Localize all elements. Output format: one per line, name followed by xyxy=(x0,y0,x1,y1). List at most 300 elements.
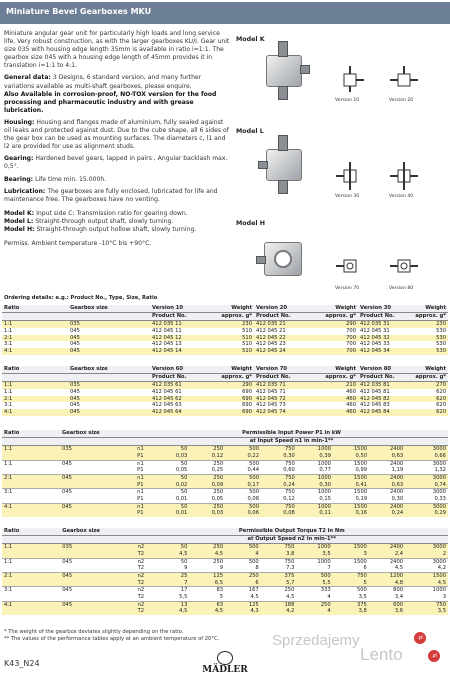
table-cell: 412 045 71 xyxy=(254,389,312,396)
version-30-label: Version 30 xyxy=(335,194,360,199)
table-cell: 4,5 xyxy=(261,594,297,601)
table-cell: 045 xyxy=(68,396,150,403)
bearing-label: Bearing: xyxy=(4,175,34,183)
table-cell: 412 045 24 xyxy=(254,348,312,355)
table-cell xyxy=(2,467,60,474)
table-cell: 510 xyxy=(202,328,254,335)
header-cell: Weight xyxy=(410,366,448,374)
table-cell: 500 xyxy=(225,544,261,551)
table-cell: 045 xyxy=(68,341,150,348)
table-cell: 4,5 xyxy=(369,565,405,572)
table-cell: 0,22 xyxy=(225,453,261,460)
table-cell: 1:1 xyxy=(2,389,68,396)
table-cell: 230 xyxy=(202,321,254,328)
header-cell: approx. g* xyxy=(202,374,254,382)
table-cell: 1,32 xyxy=(405,467,448,474)
table-cell: 375 xyxy=(261,572,297,579)
table-cell: 4,5 xyxy=(189,551,225,558)
table-cell: n1 xyxy=(135,474,162,481)
table-cell: 0,03 xyxy=(162,453,190,460)
table-row xyxy=(2,551,448,558)
table-cell: 045 xyxy=(60,489,135,496)
header-cell: Ratio xyxy=(2,305,68,313)
version-70-label: Version 70 xyxy=(335,286,360,291)
watermark-text: Lento xyxy=(360,645,403,664)
table-cell: 0,19 xyxy=(333,496,369,503)
table-cell: 1:1 xyxy=(2,328,68,335)
table-cell: 412 035 21 xyxy=(254,321,312,328)
table-row xyxy=(2,382,448,389)
table-cell xyxy=(60,594,135,601)
table-cell: 412 045 34 xyxy=(358,348,410,355)
table-cell: 045 xyxy=(60,460,135,467)
lubrication-text: The gearboxes are fully enclosed, lubricated for life and maintenance free. The gearboxes have no venting. xyxy=(4,187,218,203)
table-cell: 620 xyxy=(410,409,448,416)
table-cell: 412 045 32 xyxy=(358,335,410,342)
table-cell: 4,8 xyxy=(369,580,405,587)
header-cell: approx. g* xyxy=(312,313,358,321)
table-cell: 3000 xyxy=(405,489,448,496)
table-cell: 412 035 71 xyxy=(254,382,312,389)
header-cell: Product No. xyxy=(254,313,312,321)
table-cell: 412 045 64 xyxy=(150,409,202,416)
header-cell: Product No. xyxy=(254,374,312,382)
table-cell: 0,03 xyxy=(189,510,225,517)
table-cell: 412 045 82 xyxy=(358,396,410,403)
table-cell: 6 xyxy=(333,565,369,572)
table-row xyxy=(2,467,448,474)
table-cell: 2400 xyxy=(369,460,405,467)
ambient-temperature: Permiss. Ambient temperature -10°C bis +90°C. xyxy=(4,240,152,248)
logo-text: MÄDLER xyxy=(202,665,248,675)
table-cell: 412 045 62 xyxy=(150,396,202,403)
model-k-label: Model K: xyxy=(4,209,35,217)
table-subheader xyxy=(2,536,448,544)
model-h-text: Straight-through output hollow shaft, slowly turning. xyxy=(36,225,197,233)
bearing-paragraph xyxy=(4,176,232,184)
table-cell xyxy=(60,482,135,489)
table-cell: 7,3 xyxy=(261,565,297,572)
table-row xyxy=(2,335,448,342)
table-cell: 412 035 81 xyxy=(358,382,410,389)
header-cell: approx. g* xyxy=(410,313,448,321)
table-row xyxy=(2,328,448,335)
table-row xyxy=(2,503,448,510)
table-cell: 0,02 xyxy=(162,482,190,489)
table-cell: 50 xyxy=(162,558,189,565)
table-row xyxy=(2,460,448,467)
header-cell: Product No. xyxy=(150,374,202,382)
table-title-line1: Permissible Output Torque T2 in Nm xyxy=(238,528,345,534)
table-cell: 3:1 xyxy=(2,489,60,496)
table-cell: 250 xyxy=(225,572,261,579)
table-cell: 530 xyxy=(410,341,448,348)
table-cell: 290 xyxy=(312,321,358,328)
table-cell: 045 xyxy=(68,389,150,396)
table-cell: 375 xyxy=(333,601,369,608)
table-cell: 460 xyxy=(312,409,358,416)
table-cell: 3:1 xyxy=(2,587,60,594)
table-cell: 2400 xyxy=(369,474,405,481)
table-cell xyxy=(60,565,135,572)
table-cell: 690 xyxy=(202,396,254,403)
table-cell: 25 xyxy=(162,572,189,579)
table-cell: 0,24 xyxy=(261,482,297,489)
table-cell: 0,06 xyxy=(225,510,261,517)
table-cell: 6,5 xyxy=(189,580,225,587)
table-cell: 2,4 xyxy=(369,551,405,558)
table-cell: 5,5 xyxy=(162,594,189,601)
table-cell: 5 xyxy=(333,580,369,587)
version-30-sketch xyxy=(335,161,365,191)
table-cell xyxy=(2,565,60,572)
table-cell: 3000 xyxy=(405,460,448,467)
table-cell xyxy=(60,467,135,474)
table-cell: n2 xyxy=(136,572,163,579)
table-row xyxy=(2,396,448,403)
table-cell: 3000 xyxy=(405,544,448,551)
lubrication-paragraph xyxy=(4,188,232,204)
table-cell: 1000 xyxy=(296,558,332,565)
table-cell: 3,4 xyxy=(369,594,405,601)
table-cell: 0,30 xyxy=(369,496,405,503)
table-cell: 3 xyxy=(333,551,369,558)
table-cell: 3,5 xyxy=(405,608,448,615)
table-cell: 0,99 xyxy=(333,467,369,474)
table-cell: 1500 xyxy=(333,544,369,551)
model-h-title: Model H xyxy=(236,220,265,227)
table-cell: 2400 xyxy=(369,558,405,565)
table-cell: 500 xyxy=(333,587,369,594)
table-cell: 412 035 11 xyxy=(150,321,202,328)
table-cell: 0,50 xyxy=(333,453,369,460)
table-cell: 6 xyxy=(225,580,261,587)
table-cell: 1500 xyxy=(333,474,369,481)
table-cell: 500 xyxy=(225,446,261,453)
table-row xyxy=(2,496,448,503)
table-cell: 460 xyxy=(312,396,358,403)
page-code: K43_N24 xyxy=(4,659,40,668)
table-cell: 1000 xyxy=(297,489,333,496)
table-cell: 1000 xyxy=(297,503,333,510)
table-cell: 50 xyxy=(162,460,190,467)
table-cell: 750 xyxy=(261,544,297,551)
table-cell: 530 xyxy=(410,335,448,342)
table-cell: 620 xyxy=(410,396,448,403)
table-cell: n1 xyxy=(135,503,162,510)
corrosion-proof-text: Also Available in corrosion-proof, NO-TOX version for the food processing and pharmaceutic industry and with grease lubrication. xyxy=(4,90,217,114)
table-cell: 0,24 xyxy=(369,510,405,517)
header-cell: Version 70 xyxy=(254,366,312,374)
table-subheader xyxy=(2,438,448,446)
intro-text xyxy=(4,30,232,252)
table-cell: 3000 xyxy=(405,503,448,510)
table-cell: 4:1 xyxy=(2,601,60,608)
header-cell: Ratio xyxy=(2,430,60,438)
table-cell: 045 xyxy=(68,335,150,342)
table-cell: 3:1 xyxy=(2,402,68,409)
table-cell: 412 045 81 xyxy=(358,389,410,396)
table-cell: 620 xyxy=(410,402,448,409)
table-cell: 250 xyxy=(261,587,297,594)
table-cell: 750 xyxy=(261,446,297,453)
table-cell xyxy=(2,482,60,489)
table-cell: 1,19 xyxy=(369,467,405,474)
table-cell: 4,2 xyxy=(405,565,448,572)
table-cell: 3000 xyxy=(405,474,448,481)
table-title xyxy=(135,430,448,438)
table-cell: T2 xyxy=(136,565,163,572)
table-cell: 700 xyxy=(312,348,358,355)
footnotes xyxy=(4,629,219,643)
table-row xyxy=(2,409,448,416)
table-cell: 412 045 84 xyxy=(358,409,410,416)
header-cell: Weight xyxy=(202,305,254,313)
table-cell xyxy=(60,510,135,517)
table-cell: 3,6 xyxy=(369,608,405,615)
table-cell: 1:1 xyxy=(2,460,60,467)
table-cell: 4,5 xyxy=(162,551,189,558)
table-row xyxy=(2,601,448,608)
table-cell: n2 xyxy=(136,558,163,565)
table-cell: 50 xyxy=(162,446,190,453)
table-cell: 045 xyxy=(68,348,150,355)
table-cell: 2400 xyxy=(369,446,405,453)
header-cell: Weight xyxy=(312,305,358,313)
table-title-line2: at Output Speed n2 in min-1** xyxy=(136,536,448,544)
table-cell: 0,05 xyxy=(162,467,190,474)
ordering-details: Ordering details: e.g.: Product No., Type, Size, Ratio xyxy=(4,295,158,301)
table-row xyxy=(2,446,448,453)
table-cell: 188 xyxy=(261,601,297,608)
table-cell: 0,60 xyxy=(261,467,297,474)
table-cell: 333 xyxy=(296,587,332,594)
housing-label: Housing: xyxy=(4,118,35,126)
page-title: Miniature Bevel Gearboxes MKU xyxy=(6,7,152,16)
version-20-label: Version 20 xyxy=(389,98,414,103)
table-row xyxy=(2,341,448,348)
table-cell: 035 xyxy=(60,544,135,551)
table-cell xyxy=(2,551,60,558)
table-cell: 2:1 xyxy=(2,335,68,342)
table-cell: 17 xyxy=(162,587,189,594)
table-cell: 690 xyxy=(202,389,254,396)
model-l-label: Model L: xyxy=(4,217,34,225)
table-cell: 690 xyxy=(202,402,254,409)
table-title-line1: Permissible Input Power P1 in kW xyxy=(242,430,341,436)
table-cell xyxy=(2,496,60,503)
table-cell: 250 xyxy=(189,503,225,510)
table-cell xyxy=(2,608,60,615)
table-cell: 0,08 xyxy=(261,510,297,517)
version-80-label: Version 80 xyxy=(389,286,414,291)
table-cell: 2:1 xyxy=(2,474,60,481)
table-cell: 035 xyxy=(68,382,150,389)
table-cell: 500 xyxy=(225,489,261,496)
table-header xyxy=(2,366,448,374)
table-cell: 045 xyxy=(68,328,150,335)
table-row xyxy=(2,544,448,551)
table-cell: 2:1 xyxy=(2,572,60,579)
table-cell: 5 xyxy=(189,594,225,601)
table-cell: 035 xyxy=(60,446,135,453)
madler-logo xyxy=(195,651,255,677)
table-row xyxy=(2,482,448,489)
table-row xyxy=(2,474,448,481)
watermark-text: Sprzedajemy xyxy=(272,632,360,649)
table-cell: 412 035 31 xyxy=(358,321,410,328)
footnote-weight: * The weight of the gearbox deviates slightly depending on the ratio. xyxy=(4,629,184,635)
table-cell: 125 xyxy=(225,601,261,608)
table-cell: 412 045 63 xyxy=(150,402,202,409)
header-cell: Product No. xyxy=(358,313,410,321)
table-cell: 1000 xyxy=(297,446,333,453)
table-cell: 500 xyxy=(225,558,261,565)
table-cell: 0,15 xyxy=(297,496,333,503)
header-cell: Weight xyxy=(202,366,254,374)
table-cell: 035 xyxy=(68,321,150,328)
table-header xyxy=(2,305,448,313)
table-cell: 50 xyxy=(162,489,190,496)
table-cell: 250 xyxy=(296,601,332,608)
table-cell: 250 xyxy=(189,544,225,551)
table-cell: 700 xyxy=(312,335,358,342)
table-cell: 690 xyxy=(202,409,254,416)
table-cell: 412 045 73 xyxy=(254,402,312,409)
table-cell: n1 xyxy=(135,446,162,453)
table-row xyxy=(2,453,448,460)
table-header xyxy=(2,528,448,536)
table-cell: 1:1 xyxy=(2,446,60,453)
table-cell: 4 xyxy=(225,551,261,558)
table-cell: 0,41 xyxy=(333,482,369,489)
table-cell: 5,5 xyxy=(296,580,332,587)
table-cell: 412 045 61 xyxy=(150,389,202,396)
table-cell: 0,01 xyxy=(162,510,190,517)
table-cell xyxy=(2,453,60,460)
model-l-image xyxy=(258,135,310,197)
header-cell: Ratio xyxy=(2,366,68,374)
corrosion-proof-note xyxy=(4,91,232,115)
bearing-text: Life time min. 15.000h. xyxy=(35,175,107,183)
intro-paragraph: Miniature angular gear unit for particularly high loads and long service life. Very robust construction, as with the larger gearboxes KU/I. Gear unit size 035 with housing edge length 35mm is available in ratio i=1:1. The gearbox size 045 with a housing edge length of 45mm provides it in translation i=1:1 to 4:1. xyxy=(4,30,230,70)
table-cell: 412 045 23 xyxy=(254,341,312,348)
table-cell: 750 xyxy=(261,503,297,510)
table-cell: 1000 xyxy=(405,587,448,594)
table-cell: 7 xyxy=(296,565,332,572)
table-row xyxy=(2,510,448,517)
table-cell: 2400 xyxy=(369,489,405,496)
table-cell: 0,33 xyxy=(405,496,448,503)
table-cell: 045 xyxy=(60,503,135,510)
table-cell: 1500 xyxy=(405,572,448,579)
table-subheader xyxy=(2,313,448,321)
table-cell: 0,12 xyxy=(189,453,225,460)
table-cell: 412 035 61 xyxy=(150,382,202,389)
table-cell xyxy=(60,580,135,587)
table-cell: 250 xyxy=(189,446,225,453)
housing-paragraph xyxy=(4,119,232,151)
table-cell: 1:1 xyxy=(2,544,60,551)
table-cell: P1 xyxy=(135,453,162,460)
table-cell: 4:1 xyxy=(2,348,68,355)
table-cell: 750 xyxy=(333,572,369,579)
table-row xyxy=(2,572,448,579)
table-cell: P1 xyxy=(135,496,162,503)
table-cell: 045 xyxy=(68,402,150,409)
table-cell: 0,25 xyxy=(189,467,225,474)
table-cell: 500 xyxy=(225,474,261,481)
table-cell: P1 xyxy=(135,510,162,517)
table-cell: 412 045 33 xyxy=(358,341,410,348)
table-cell: 167 xyxy=(225,587,261,594)
table-cell: 045 xyxy=(68,409,150,416)
table-cell: 460 xyxy=(312,389,358,396)
table-cell: 0,08 xyxy=(225,496,261,503)
table-row xyxy=(2,402,448,409)
model-descriptions xyxy=(4,210,232,234)
model-k-image xyxy=(258,41,310,103)
table-cell: 250 xyxy=(189,460,225,467)
table-cell: 510 xyxy=(202,348,254,355)
table-cell: 500 xyxy=(225,460,261,467)
version-20-sketch xyxy=(389,65,419,95)
table-row xyxy=(2,389,448,396)
table-cell: 510 xyxy=(202,335,254,342)
table-cell: 9 xyxy=(189,565,225,572)
table-cell: 2:1 xyxy=(2,396,68,403)
version-table-10-30 xyxy=(2,305,448,355)
table-cell: 2 xyxy=(405,551,448,558)
table-cell: 1000 xyxy=(296,544,332,551)
version-70-sketch xyxy=(335,251,365,281)
table-cell: 045 xyxy=(60,558,135,565)
version-40-label: Version 40 xyxy=(389,194,414,199)
table-cell: 0,39 xyxy=(297,453,333,460)
table-cell: 0,05 xyxy=(189,496,225,503)
table-cell: 0,29 xyxy=(405,510,448,517)
table-cell: 4,5 xyxy=(225,594,261,601)
table-cell: 045 xyxy=(60,601,135,608)
table-cell: 7 xyxy=(162,580,189,587)
table-cell: 412 045 83 xyxy=(358,402,410,409)
table-cell: 412 045 22 xyxy=(254,335,312,342)
header-cell: Version 10 xyxy=(150,305,202,313)
table-cell: 3:1 xyxy=(2,341,68,348)
header-cell: approx. g* xyxy=(410,374,448,382)
table-cell: 210 xyxy=(312,382,358,389)
table-cell: 50 xyxy=(162,544,189,551)
table-cell: 0,63 xyxy=(369,482,405,489)
gearing-paragraph xyxy=(4,155,232,171)
table-row xyxy=(2,587,448,594)
table-cell: P1 xyxy=(135,482,162,489)
table-cell: 2400 xyxy=(369,503,405,510)
header-cell: Ratio xyxy=(2,528,60,536)
table-cell: 1500 xyxy=(333,503,369,510)
header-cell: approx. g* xyxy=(312,374,358,382)
table-cell: 500 xyxy=(296,572,332,579)
hollow-shaft xyxy=(274,250,292,268)
table-cell: 125 xyxy=(189,572,225,579)
table-row xyxy=(2,321,448,328)
table-cell: 750 xyxy=(405,601,448,608)
table-cell: n1 xyxy=(135,489,162,496)
gearing-label: Gearing: xyxy=(4,155,34,163)
table-cell: T2 xyxy=(136,580,163,587)
table-cell: 63 xyxy=(189,601,225,608)
table-cell: 412 045 14 xyxy=(150,348,202,355)
